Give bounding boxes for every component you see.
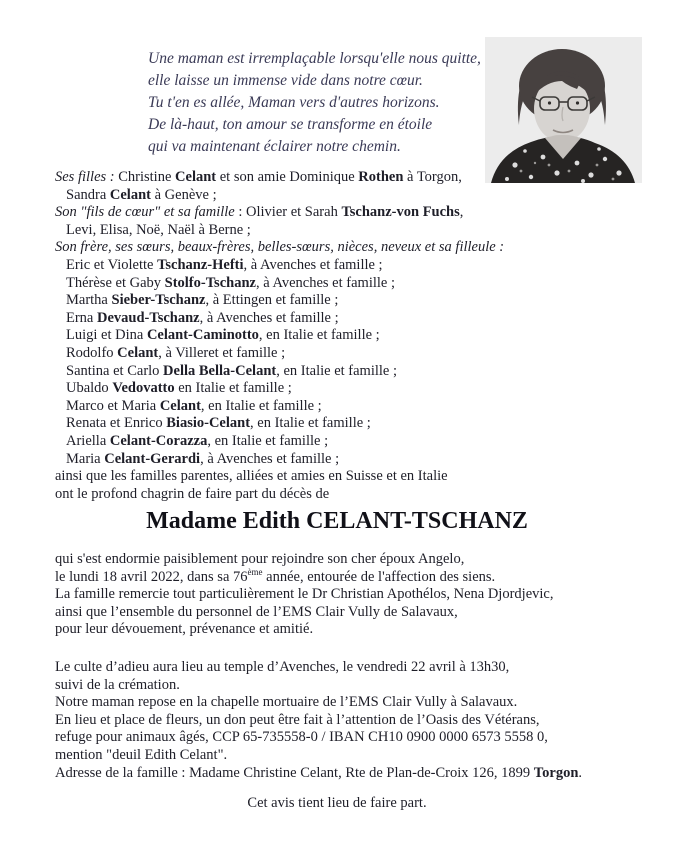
text-segment: Notre maman repose en la chapelle mortuaire de l’EMS Clair Vully à Salavaux.	[55, 694, 518, 711]
text-line	[66, 222, 504, 240]
text-segment: Eric et Violette	[66, 256, 158, 273]
text-line	[55, 586, 553, 604]
text-segment: Sieber-Tschanz	[111, 292, 206, 309]
text-line	[66, 257, 504, 275]
text-segment: Celant-Gerardi	[104, 450, 201, 467]
text-segment: pour leur dévouement, prévenance et amitié.	[55, 621, 314, 638]
family-list	[55, 169, 504, 503]
text-line	[66, 363, 504, 381]
text-line	[55, 468, 504, 486]
text-segment: Luigi et Dina	[66, 327, 147, 344]
text-segment: , à Ettingen et famille ;	[205, 292, 339, 309]
text-segment: , en Italie et famille ;	[250, 415, 371, 432]
poem-line: Une maman est irremplaçable lorsqu'elle nous quitte,	[148, 50, 481, 67]
text-segment: Martha	[66, 292, 112, 309]
poem-line: De là-haut, ton amour se transforme en étoile	[148, 116, 433, 133]
text-segment: Celant	[109, 186, 151, 203]
text-segment: Maria	[66, 450, 105, 467]
text-line	[55, 169, 504, 187]
text-line	[66, 451, 504, 469]
text-segment: Levi, Elisa, Noë, Naël à Berne ;	[66, 221, 251, 238]
text-segment: à Genève ;	[150, 186, 217, 203]
text-segment: Biasio-Celant	[166, 415, 251, 432]
text-line	[66, 345, 504, 363]
text-segment: Della Bella-Celant	[163, 362, 277, 379]
text-line	[55, 747, 582, 765]
text-segment: année, entourée de l'affection des siens.	[262, 568, 496, 585]
text-segment: Tschanz-Hefti	[157, 256, 244, 273]
text-line	[66, 380, 504, 398]
text-segment: En lieu et place de fleurs, un don peut être fait à l’attention de l’Oasis des Vétérans,	[55, 711, 540, 728]
text-line	[66, 415, 504, 433]
text-line	[55, 659, 582, 677]
text-segment: Devaud-Tschanz	[97, 309, 200, 326]
text-segment: Celant-Corazza	[109, 432, 208, 449]
ceremony-details-paragraph	[55, 659, 582, 782]
poem-line: qui va maintenant éclairer notre chemin.	[148, 138, 401, 155]
text-segment: Ubaldo	[66, 380, 113, 397]
text-segment: Santina et Carlo	[66, 362, 164, 379]
text-segment: en Italie et famille ;	[174, 380, 292, 397]
memorial-poem	[148, 48, 481, 158]
text-segment: Marco et Maria	[66, 397, 160, 414]
text-segment: : Olivier et Sarah	[234, 204, 342, 221]
text-segment: Christine	[118, 169, 176, 185]
text-line	[55, 551, 553, 569]
deceased-name-title: Madame Edith CELANT-TSCHANZ	[146, 508, 528, 534]
text-segment: mention "deuil Edith Celant".	[55, 746, 228, 763]
death-details-paragraph	[55, 551, 553, 639]
text-segment: ont le profond chagrin de faire part du décès de	[55, 485, 330, 502]
text-segment: Celant-Caminotto	[146, 327, 259, 344]
text-segment: ainsi que l’ensemble du personnel de l’EMS Clair Vully de Salavaux,	[55, 603, 458, 620]
text-line	[66, 292, 504, 310]
text-segment: Erna	[66, 309, 97, 326]
text-segment: ainsi que les familles parentes, alliées et amies en Suisse et en Italie	[55, 468, 448, 485]
text-segment: Le culte d’adieu aura lieu au temple d’Avenches, le vendredi 22 avril à 13h30,	[55, 659, 510, 675]
text-segment: et son amie Dominique	[216, 169, 359, 185]
text-segment: , à Avenches et famille ;	[199, 309, 339, 326]
text-segment: Renata et Enrico	[66, 415, 167, 432]
text-line	[55, 239, 504, 257]
text-segment: .	[578, 764, 583, 781]
text-line	[66, 275, 504, 293]
portrait-photo	[485, 37, 642, 183]
text-line	[55, 729, 582, 747]
text-line	[55, 204, 504, 222]
text-segment: , à Avenches et famille ;	[243, 256, 383, 273]
text-line	[55, 677, 582, 695]
text-line	[55, 712, 582, 730]
text-segment: Ariella	[66, 432, 110, 449]
text-segment: Thérèse et Gaby	[66, 274, 165, 291]
text-segment: Torgon	[533, 764, 579, 781]
text-line	[55, 694, 582, 712]
text-segment: Adresse de la famille : Madame Christine Celant, Rte de Plan-de-Croix 126, 1899	[55, 764, 534, 781]
text-segment: Ses filles :	[55, 169, 119, 185]
text-line	[66, 327, 504, 345]
text-line	[55, 765, 582, 783]
text-segment: suivi de la crémation.	[55, 676, 180, 693]
text-segment: Rothen	[358, 169, 404, 185]
text-segment: refuge pour animaux âgés, CCP 65-735558-0 / IBAN CH10 0900 0000 6573 5558 0,	[55, 729, 548, 746]
text-segment: , en Italie et famille ;	[258, 327, 380, 344]
text-line	[66, 187, 504, 205]
text-segment: Sandra	[66, 186, 110, 203]
text-segment: , en Italie et famille ;	[207, 432, 329, 449]
closing-line: Cet avis tient lieu de faire part.	[247, 795, 427, 811]
text-segment: Vedovatto	[112, 380, 175, 397]
text-segment: ème	[247, 566, 263, 577]
text-segment: , à Avenches et famille ;	[200, 450, 340, 467]
text-segment: ,	[459, 204, 464, 221]
text-line	[66, 433, 504, 451]
text-line	[55, 566, 553, 587]
text-segment: qui s'est endormie paisiblement pour rejoindre son cher époux Angelo,	[55, 551, 465, 567]
text-segment: Celant	[159, 397, 201, 414]
text-line	[66, 310, 504, 328]
text-segment: , à Avenches et famille ;	[255, 274, 395, 291]
text-segment: , en Italie et famille ;	[200, 397, 322, 414]
text-segment: Son "fils de cœur" et sa famille	[55, 204, 235, 221]
text-segment: Tschanz-von Fuchs	[341, 204, 460, 221]
text-segment: Celant	[175, 169, 217, 185]
text-segment: à Torgon,	[403, 169, 462, 185]
poem-line: elle laisse un immense vide dans notre cœur.	[148, 72, 423, 89]
text-line	[66, 398, 504, 416]
poem-line: Tu t'en es allée, Maman vers d'autres horizons.	[148, 94, 440, 111]
text-segment: La famille remercie tout particulièrement le Dr Christian Apothélos, Nena Djordjevic,	[55, 586, 554, 603]
text-segment: Rodolfo	[66, 344, 118, 361]
text-segment: le lundi 18 avril 2022, dans sa 76	[55, 568, 248, 585]
text-segment: Stolfo-Tschanz	[164, 274, 256, 291]
text-segment: Son frère, ses sœurs, beaux-frères, belles-sœurs, nièces, neveux et sa filleule :	[55, 239, 505, 256]
portrait-photo-graphic	[485, 37, 642, 183]
text-line	[55, 621, 553, 639]
text-line	[55, 486, 504, 504]
text-segment: , à Villeret et famille ;	[158, 344, 286, 361]
text-segment: , en Italie et famille ;	[276, 362, 397, 379]
text-line	[55, 604, 553, 622]
text-segment: Celant	[117, 344, 159, 361]
